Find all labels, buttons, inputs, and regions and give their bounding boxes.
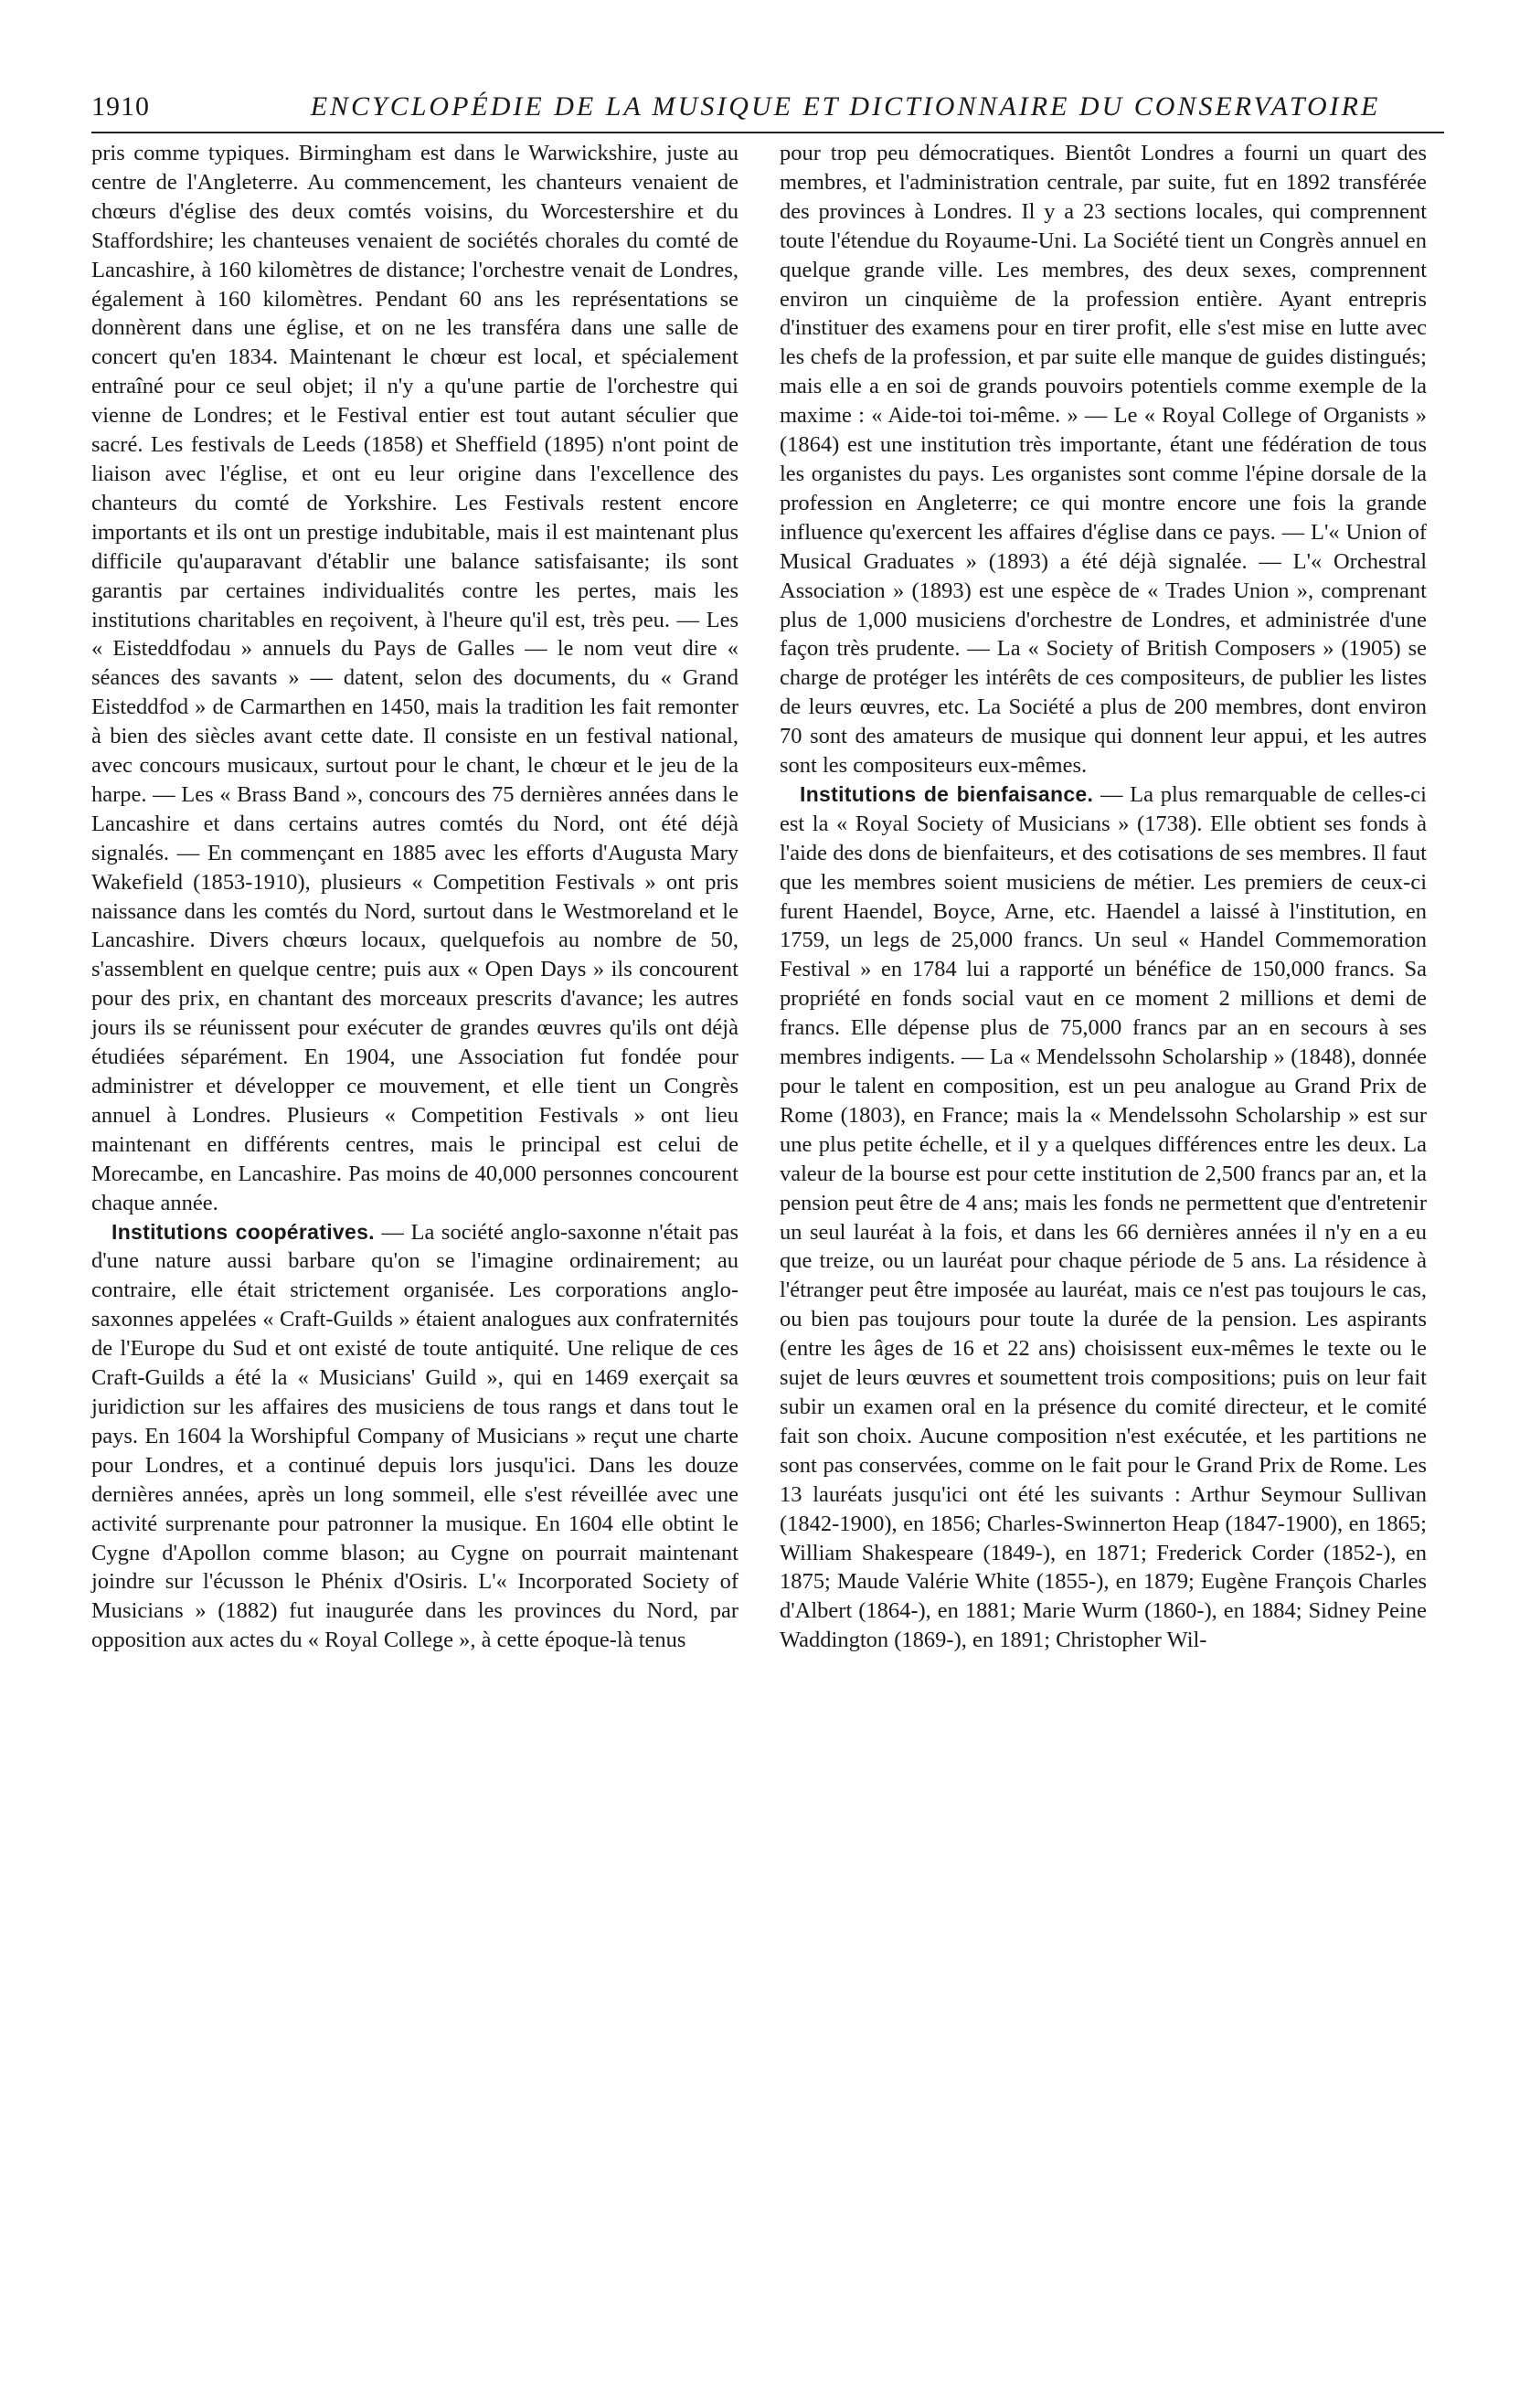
page-number: 1910 — [91, 91, 150, 122]
paragraph-cooperative-institutions — [91, 1218, 738, 1656]
left-column — [91, 139, 738, 1655]
paragraph-charitable-institutions — [780, 780, 1427, 1655]
paragraph-festivals: pris comme typiques. Birmingham est dans le Warwickshire, juste au centre de l'Angleterre. Au commencement, les chanteurs venaient de chœurs d'église des deux comtés voisins, du Worcestershire et du Staffordshire; les chanteuses venaient de sociétés chorales du comté de Lancashire, à 160 kilomètres de distance; l'orchestre venait de Londres, également à 160 kilomètres. Pendant 60 ans les représentations se donnèrent dans une église, et on ne les transféra dans une salle de concert qu'en 1834. Maintenant le chœur est local, et spécialement entraîné pour ce seul objet; il n'y a qu'une partie de l'orchestre qui vienne de Londres; et le Festival entier est tout autant séculier que sacré. Les festivals de Leeds (1858) et Sheffield (1895) n'ont point de liaison avec l'église, et ont eu leur origine dans l'excellence des chanteurs du comté de Yorkshire. Les Festivals restent encore importants et ils ont un prestige indubitable, mais il est maintenant plus difficile qu'auparavant d'établir une balance satisfaisante; ils sont garantis par certaines individualités contre les pertes, mais les institutions charitables en reçoivent, à l'heure qu'il est, très peu. — Les « Eisteddfodau » annuels du Pays de Galles — le nom veut dire « séances des savants » — datent, selon des documents, du « Grand Eisteddfod » de Carmarthen en 1450, mais la tradition les fait remonter à bien des siècles avant cette date. Il consiste en un festival national, avec concours musicaux, surtout pour le chant, le chœur et le jeu de la harpe. — Les « Brass Band », concours des 75 dernières années dans le Lancashire et dans certains autres comtés du Nord, ont été déjà signalés. — En commençant en 1885 avec les efforts d'Augusta Mary Wakefield (1853-1910), plusieurs « Competition Festivals » ont pris naissance dans les comtés du Nord, surtout dans le Westmoreland et le Lancashire. Divers chœurs locaux, quelquefois au nombre de 50, s'assemblent en quelque centre; puis aux « Open Days » ils concourent pour des prix, en chantant des morceaux prescrits d'avance; les autres jours ils se réunissent pour exécuter de grandes œuvres qu'ils ont déjà étudiées séparément. En 1904, une Association fut fondée pour administrer et développer ce mouvement, et elle tient un Congrès annuel à Londres. Plusieurs « Competition Festivals » ont lieu maintenant en différents centres, mais le principal est celui de Morecambe, en Lancashire. Pas moins de 40,000 personnes concourent chaque année. — [91, 141, 738, 1215]
header-rule — [91, 132, 1444, 133]
page-header — [91, 91, 1444, 128]
section-heading-cooperatives: Institutions coopératives. — [112, 1219, 375, 1244]
right-column — [780, 139, 1427, 1655]
paragraph-societies: pour trop peu démocratiques. Bientôt Londres a fourni un quart des membres, et l'administration centrale, par suite, fut en 1892 transférée des provinces à Londres. Il y a 23 sections locales, qui comprennent toute l'étendue du Royaume-Uni. La Société tient un Congrès annuel en quelque grande ville. Les membres, des deux sexes, comprennent environ un cinquième de la profession entière. Ayant entrepris d'instituer des examens pour en tirer profit, elle s'est mise en lutte avec les chefs de la profession, et par suite elle manque de guides distingués; mais elle a en soi de grands pouvoirs potentiels comme exemple de la maxime : « Aide-toi toi-même. » — Le « Royal College of Organists » (1864) est une institution très importante, étant une fédération de tous les organistes du pays. Les organistes sont comme l'épine dorsale de la profession en Angleterre; ce qui montre encore une fois la grande influence qu'exercent les affaires d'église dans ce pays. — L'« Union of Musical Graduates » (1893) a été déjà signalée. — L'« Orchestral Association » (1893) est une espèce de « Trades Union », comprenant plus de 1,000 musiciens d'orchestre de Londres, et administrée d'une façon très prudente. — La « Society of British Composers » (1905) se charge de protéger les intérêts de ces compositeurs, de publier les listes de leurs œuvres, etc. La Société a plus de 200 membres, dont environ 70 sont des amateurs de musique qui donnent leur appui, et les autres sont les compositeurs eux-mêmes. — [780, 141, 1427, 779]
running-title: ENCYCLOPÉDIE DE LA MUSIQUE ET DICTIONNAIRE DU CONSERVATOIRE — [310, 91, 1381, 122]
section-heading-charity: Institutions de bienfaisance. — [800, 781, 1094, 806]
section-text-cooperatives: — La société anglo-saxonne n'était pas d'une nature aussi barbare qu'on se l'imagine ordinairement; au contraire, elle était strictement organisée. Les corporations anglo-saxonnes appelées « Craft-Guilds » étaient analogues aux confraternités de l'Europe du Sud et ont existé de toute antiquité. Une relique de ces Craft-Guilds a été la « Musicians' Guild », qui en 1469 exerçait sa juridiction sur les affaires des musiciens de tous rangs et dans tout le pays. En 1604 la Worshipful Company of Musicians » reçut une charte pour Londres, et a continué depuis lors jusqu'ici. Dans les douze dernières années, après un long sommeil, elle s'est réveillée avec une activité surprenante pour patronner la musique. En 1604 elle obtint le Cygne d'Apollon comme blason; au Cygne on pourrait maintenant joindre sur l'écusson le Phénix d'Osiris. L'« Incorporated Society of Musicians » (1882) fut inaugurée dans les provinces du Nord, par opposition aux actes du « Royal College », à cette époque-là tenus — [91, 1219, 739, 1653]
section-text-charity: — La plus remarquable de celles-ci est la « Royal Society of Musicians » (1738). Elle obtient ses fonds à l'aide des dons de bienfaiteurs, et des cotisations de ses membres. Il faut que les membres soient musiciens de métier. Les premiers de ceux-ci furent Haendel, Boyce, Arne, etc. Haendel a laissé à l'institution, en 1759, un legs de 25,000 francs. Un seul « Handel Commemoration Festival » en 1784 lui a rapporté un bénéfice de 150,000 francs. Sa propriété en fonds social vaut en ce moment 2 millions et demi de francs. Elle dépense plus de 75,000 francs par an en secours à ses membres indigents. — La « Mendelssohn Scholarship » (1848), donnée pour le talent en composition, est un peu analogue au Grand Prix de Rome (1803), en France; mais la « Mendelssohn Scholarship » est sur une plus petite échelle, et il y a quelques différences entre les deux. La valeur de la bourse est pour cette institution de 2,500 francs par an, et la pension peut être de 4 ans; mais les fonds ne permettent que d'entretenir un seul lauréat à la fois, et dans les 66 dernières années il n'y en a eu que treize, ou un lauréat pour chaque période de 5 ans. La résidence à l'étranger peut être imposée au lauréat, mais ce n'est pas toujours le cas, ou bien pas toujours pour toute la durée de la pension. Les aspirants (entre les âges de 16 et 22 ans) choisissent eux-mêmes le texte ou le sujet de leurs œuvres et soumettent trois compositions; puis on leur fait subir un examen oral en la présence du comité directeur, et le comité fait son choix. Aucune composition n'est exécutée, et les partitions ne sont pas conservées, comme on le fait pour le Grand Prix de Rome. Les 13 lauréats jusqu'ici ont été les suivants : Arthur Seymour Sullivan (1842-1900), en 1856; Charles-Swinnerton Heap (1847-1900), en 1865; William Shakespeare (1849-), en 1871; Frederick Corder (1852-), en 1875; Maude Valérie White (1855-), en 1879; Eugène François Charles d'Albert (1864-), en 1881; Marie Wurm (1860-), en 1884; Sidney Peine Waddington (1869-), en 1891; Christopher Wil- — [780, 781, 1427, 1653]
